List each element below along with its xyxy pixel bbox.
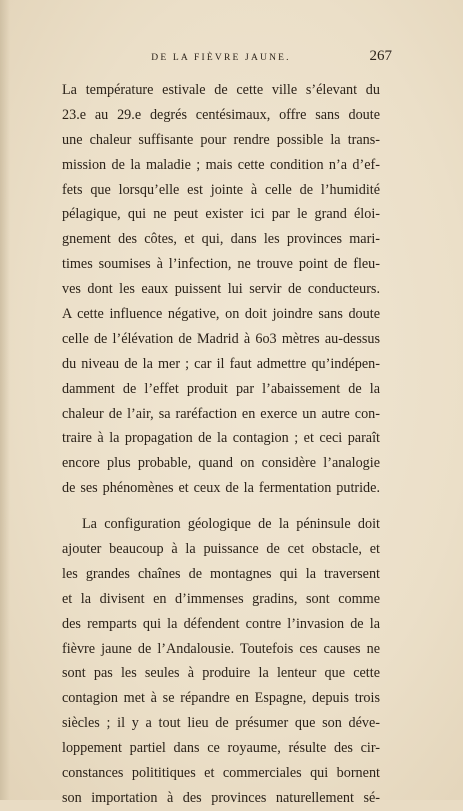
text-line: une chaleur suffisante pour rendre possible la trans-	[62, 131, 380, 148]
page-number: 267	[369, 48, 392, 64]
text-line: encore plus probable, quand on considère l’analogie	[62, 455, 380, 472]
text-line: son importation à des provinces naturellement sé-	[62, 789, 380, 806]
text-line: fets que lorsqu’elle est jointe à celle de l’humidité	[62, 181, 380, 198]
text-line: et la divisent en d’immenses gradins, sont comme	[62, 590, 380, 607]
text-line: pélagique, qui ne peut exister ici par le grand éloi-	[62, 206, 380, 223]
text-line: mission de la maladie ; mais cette condition n’a d’ef-	[62, 156, 380, 173]
text-line: ajouter beaucoup à la puissance de cet obstacle, et	[62, 541, 380, 558]
text-line: siècles ; il y a tout lieu de présumer que son déve-	[62, 715, 380, 732]
text-line: 23.e au 29.e degrés centésimaux, offre sans doute	[62, 106, 380, 123]
text-line: gnement des côtes, et qui, dans les provinces mari-	[62, 231, 380, 248]
text-line: chaleur de l’air, sa raréfaction en exerce un autre con-	[62, 405, 380, 422]
paragraph-2	[62, 512, 380, 811]
text-line: ves dont les eaux puissent lui servir de conducteurs.	[62, 281, 380, 298]
text-line: La température estivale de cette ville s’élevant du	[62, 82, 380, 98]
body-text	[62, 78, 380, 811]
text-line: les grandes chaînes de montagnes qui la traversent	[62, 565, 380, 582]
text-line: celle de l’élévation de Madrid à 6o3 mètres au-dessus	[62, 330, 380, 347]
page-gutter-shadow	[0, 0, 10, 800]
text-line: fièvre jaune de l’Andalousie. Toutefois ces causes ne	[62, 640, 380, 657]
running-title: DE LA FIÈVRE JAUNE.	[151, 53, 291, 63]
text-line: times soumises à l’infection, ne trouve point de fleu-	[62, 256, 380, 273]
text-line: La configuration géologique de la péninsule doit	[82, 516, 380, 533]
text-line: constances polititiques et commerciales qui bornent	[62, 765, 380, 782]
paragraph-1	[62, 78, 380, 501]
text-line: de ses phénomènes et ceux de la fermentation putride.	[62, 480, 380, 497]
text-line: A cette influence négative, on doit joindre sans doute	[62, 306, 380, 323]
text-line: du niveau de la mer ; car il faut admettre qu’indépen-	[62, 355, 380, 372]
text-line: traire à la propagation de la contagion ; et ceci paraît	[62, 430, 380, 447]
paragraph-spacer	[62, 501, 380, 512]
running-head	[62, 40, 392, 70]
text-line: loppement partiel dans ce royaume, résulte des cir-	[62, 740, 380, 757]
text-line: contagion met à se répandre en Espagne, depuis trois	[62, 690, 380, 707]
text-line: sont pas les seules à produire la lenteur que cette	[62, 665, 380, 682]
text-line: damment de l’effet produit par l’abaissement de la	[62, 380, 380, 397]
text-line: des remparts qui la défendent contre l’invasion de la	[62, 615, 380, 632]
